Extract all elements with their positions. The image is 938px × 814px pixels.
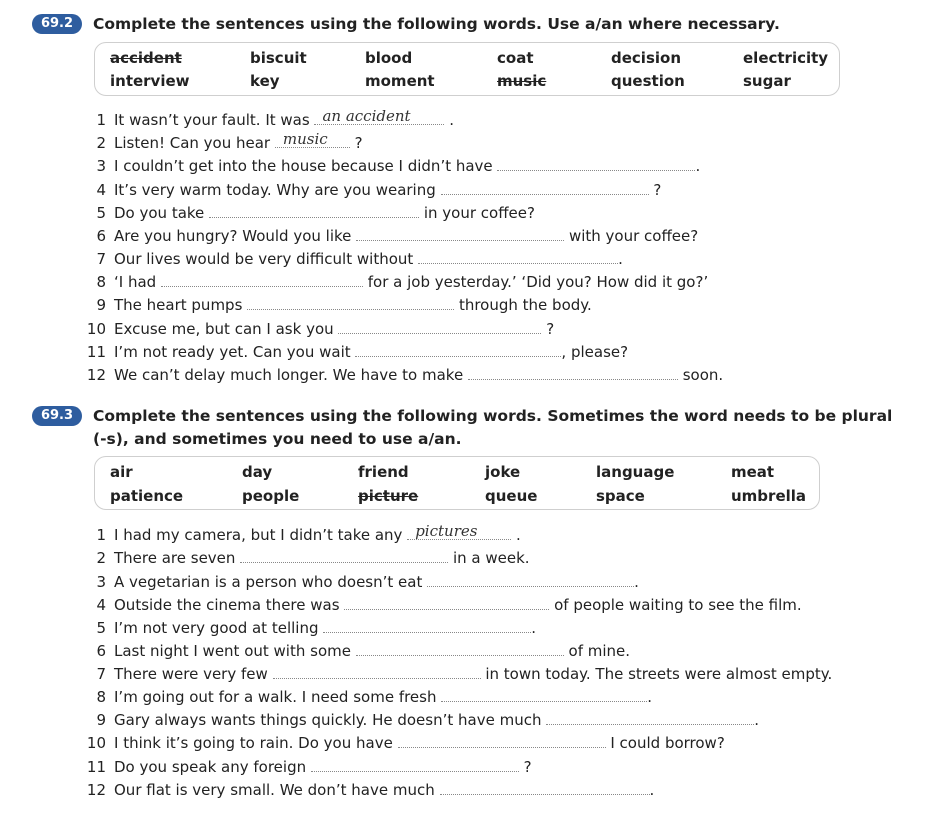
sentence-number: 10 xyxy=(86,734,106,752)
answer-blank[interactable] xyxy=(209,203,419,218)
word-item: accident xyxy=(110,49,182,67)
word-item: biscuit xyxy=(250,49,307,67)
sentence-number: 9 xyxy=(96,296,106,314)
answer-blank[interactable] xyxy=(273,664,481,679)
answer-blank[interactable] xyxy=(497,156,695,171)
word-item: key xyxy=(250,72,280,90)
sentence-number: 4 xyxy=(96,596,106,614)
answer-blank[interactable] xyxy=(338,319,541,334)
exercise-instruction: Complete the sentences using the following words. Sometimes the word needs to be plural xyxy=(93,407,893,425)
answer-blank[interactable] xyxy=(314,107,444,125)
word-box xyxy=(94,456,820,510)
exercise-number-badge: 69.2 xyxy=(32,14,82,34)
answer-blank[interactable] xyxy=(440,780,650,795)
sentence: We can’t delay much longer. We have to make soon. xyxy=(114,366,724,384)
word-item: sugar xyxy=(743,72,791,90)
sentence: There were very few in town today. The streets were almost empty. xyxy=(114,665,833,683)
word-item: meat xyxy=(731,463,775,481)
sentence: Excuse me, but can I ask you ? xyxy=(114,320,555,338)
sentence-number: 1 xyxy=(96,526,106,544)
sentence-number: 8 xyxy=(96,688,106,706)
word-item: picture xyxy=(358,487,419,505)
sentence: I couldn’t get into the house because I didn’t have . xyxy=(114,157,701,175)
sentence: Gary always wants things quickly. He doesn’t have much . xyxy=(114,711,760,729)
answer-blank[interactable] xyxy=(441,687,647,702)
sentence: Are you hungry? Would you like with your coffee? xyxy=(114,227,699,245)
answer-blank[interactable] xyxy=(468,365,678,380)
sentence: There are seven in a week. xyxy=(114,549,530,567)
sentence: I’m not very good at telling . xyxy=(114,619,537,637)
sentence-number: 12 xyxy=(86,366,106,384)
answer-blank[interactable] xyxy=(398,733,606,748)
sentence: The heart pumps through the body. xyxy=(114,296,592,314)
word-item: air xyxy=(110,463,133,481)
word-item: music xyxy=(497,72,547,90)
answer-blank[interactable] xyxy=(418,249,618,264)
sentence-number: 2 xyxy=(96,134,106,152)
word-item: joke xyxy=(485,463,521,481)
sentence-number: 10 xyxy=(86,320,106,338)
word-item: friend xyxy=(358,463,409,481)
sentence: Our lives would be very difficult without . xyxy=(114,250,623,268)
sentence: Outside the cinema there was of people waiting to see the film. xyxy=(114,596,802,614)
sentence-number: 3 xyxy=(96,573,106,591)
answer-blank[interactable] xyxy=(323,618,531,633)
sentence-number: 2 xyxy=(96,549,106,567)
word-item: interview xyxy=(110,72,190,90)
exercise-instruction: Complete the sentences using the following words. Use a/an where necessary. xyxy=(93,15,780,33)
answer-blank[interactable] xyxy=(356,641,564,656)
word-item: day xyxy=(242,463,273,481)
sentence-number: 6 xyxy=(96,642,106,660)
word-box xyxy=(94,42,840,96)
sentence: A vegetarian is a person who doesn’t eat . xyxy=(114,573,639,591)
word-item: umbrella xyxy=(731,487,807,505)
sentence: Last night I went out with some of mine. xyxy=(114,642,631,660)
answer-blank[interactable] xyxy=(356,226,564,241)
sentence-number: 3 xyxy=(96,157,106,175)
sentence-number: 11 xyxy=(86,758,106,776)
sentence: It’s very warm today. Why are you wearing ? xyxy=(114,181,662,199)
word-item: moment xyxy=(365,72,435,90)
word-item: people xyxy=(242,487,300,505)
answer-blank[interactable] xyxy=(407,522,511,540)
sentence-number: 8 xyxy=(96,273,106,291)
word-item: coat xyxy=(497,49,534,67)
exercise-instruction: (-s), and sometimes you need to use a/an. xyxy=(93,430,462,448)
answer-blank[interactable] xyxy=(441,180,649,195)
sentence-number: 1 xyxy=(96,111,106,129)
sentence-number: 12 xyxy=(86,781,106,799)
sentence-number: 4 xyxy=(96,181,106,199)
sentence: Do you speak any foreign ? xyxy=(114,758,532,776)
sentence: I’m going out for a walk. I need some fresh . xyxy=(114,688,653,706)
sentence: I had my camera, but I didn’t take any pictures . xyxy=(114,522,521,544)
sentence: Our flat is very small. We don’t have much . xyxy=(114,781,655,799)
sentence-number: 7 xyxy=(96,665,106,683)
answer-blank[interactable] xyxy=(344,595,549,610)
exercise-number-badge: 69.3 xyxy=(32,406,82,426)
word-item: decision xyxy=(611,49,681,67)
sentence-number: 6 xyxy=(96,227,106,245)
sentence-number: 9 xyxy=(96,711,106,729)
sentence-number: 5 xyxy=(96,619,106,637)
sentence: I’m not ready yet. Can you wait , please? xyxy=(114,343,629,361)
filled-answer: music xyxy=(282,130,328,148)
word-item: question xyxy=(611,72,685,90)
answer-blank[interactable] xyxy=(275,130,350,148)
sentence-number: 5 xyxy=(96,204,106,222)
word-item: language xyxy=(596,463,675,481)
answer-blank[interactable] xyxy=(311,757,519,772)
filled-answer: pictures xyxy=(415,522,478,540)
sentence: I think it’s going to rain. Do you have I could borrow? xyxy=(114,734,725,752)
sentence-number: 11 xyxy=(86,343,106,361)
answer-blank[interactable] xyxy=(247,295,454,310)
sentence: Listen! Can you hear music ? xyxy=(114,130,363,152)
word-item: space xyxy=(596,487,645,505)
sentence: ‘I had for a job yesterday.’ ‘Did you? How did it go?’ xyxy=(114,273,709,291)
sentence-number: 7 xyxy=(96,250,106,268)
word-item: blood xyxy=(365,49,413,67)
answer-blank[interactable] xyxy=(161,272,363,287)
answer-blank[interactable] xyxy=(427,572,634,587)
answer-blank[interactable] xyxy=(546,710,754,725)
word-item: patience xyxy=(110,487,184,505)
sentence: It wasn’t your fault. It was an accident . xyxy=(114,107,455,129)
answer-blank[interactable] xyxy=(240,548,448,563)
sentence: Do you take in your coffee? xyxy=(114,204,535,222)
answer-blank[interactable] xyxy=(355,342,561,357)
filled-answer: an accident xyxy=(322,107,411,125)
word-item: queue xyxy=(485,487,538,505)
word-item: electricity xyxy=(743,49,829,67)
